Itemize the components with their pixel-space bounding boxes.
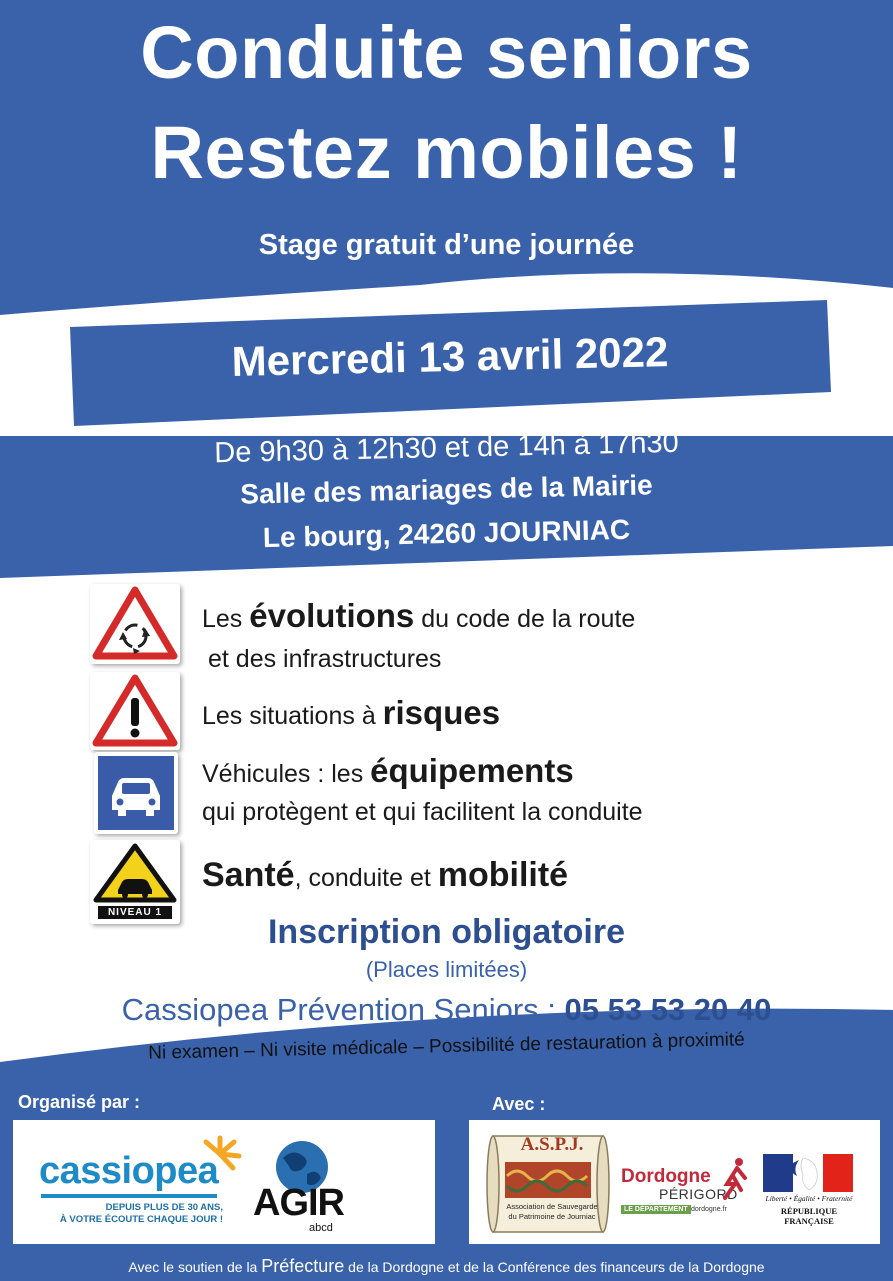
feature-text: du code de la route (414, 605, 636, 633)
page-title-line1: Conduite seniors (140, 11, 753, 94)
level1-sign-icon (90, 840, 180, 924)
cassiopea-underline (41, 1194, 217, 1198)
feature-keyword: risques (382, 694, 501, 731)
organisers-logo-box (13, 1120, 435, 1244)
feature-sante (202, 856, 568, 895)
footer-text: de la Dordogne et de la Conférence des financeurs de la Dordogne (344, 1259, 765, 1275)
dordogne-url: dordogne.fr (691, 1206, 727, 1213)
page-title-line2: Restez mobiles ! (150, 111, 743, 194)
departement-badge: LE DÉPARTEMENT (621, 1205, 691, 1214)
dordogne-logo-text: Dordogne (621, 1166, 711, 1187)
feature-evolutions (202, 597, 635, 635)
event-hours: De 9h30 à 12h30 et de 14h à 17h30 (213, 426, 679, 470)
agir-logo-text: AGIR (253, 1182, 344, 1224)
aspj-line1: Association de Sauvegarde (506, 1202, 598, 1211)
level1-sign-label: NIVEAU 1 (107, 907, 163, 918)
feature-equipements-line2: qui protègent et qui facilitent la conduite (202, 798, 643, 826)
organised-by-label: Organisé par : (18, 1092, 141, 1112)
cassiopea-tagline-2: À VOTRE ÉCOUTE CHAQUE JOUR ! (59, 1214, 223, 1225)
registration-title: Inscription obligatoire (267, 913, 626, 951)
with-label: Avec : (492, 1094, 546, 1114)
agir-subtext: abcd (309, 1222, 333, 1234)
footer-prefecture: Préfecture (261, 1256, 345, 1276)
aspj-logo-text: A.S.P.J. (520, 1134, 584, 1155)
places-limited: (Places limitées) (365, 957, 528, 982)
cassiopea-sun-icon (197, 1134, 243, 1180)
footer-support-text (0, 1256, 893, 1277)
contact-line (0, 992, 893, 1028)
feature-keyword: équipements (370, 752, 574, 789)
feature-keyword: Santé (202, 856, 295, 894)
feature-keyword: évolutions (249, 597, 415, 634)
phone-number[interactable]: 05 53 53 20 40 (564, 992, 772, 1027)
cassiopea-tagline-1: DEPUIS PLUS DE 30 ANS, (105, 1202, 223, 1213)
subtitle: Stage gratuit d’une journée (258, 229, 635, 261)
marianne-flag-icon (763, 1154, 853, 1192)
feature-risques (202, 694, 500, 732)
feature-evolutions-line2: et des infrastructures (208, 645, 442, 673)
partners-logo-box (469, 1120, 880, 1244)
feature-text: Les situations à (202, 702, 383, 730)
dordogne-figure-icon (719, 1156, 749, 1200)
footer-text: Avec le soutien de la (128, 1259, 262, 1275)
republique-motto: Liberté • Égalité • Fraternité (765, 1194, 853, 1203)
car-sign-icon (94, 752, 178, 834)
event-venue: Salle des mariages de la Mairie (239, 469, 654, 510)
republique-name: RÉPUBLIQUE FRANÇAISE (780, 1206, 838, 1226)
contact-label: Cassiopea Prévention Seniors : (121, 992, 565, 1027)
feature-equipements (202, 752, 574, 790)
event-date: Mercredi 13 avril 2022 (231, 328, 669, 385)
feature-text: , conduite et (294, 864, 438, 892)
feature-text: Les (202, 605, 250, 633)
notice-text: Ni examen – Ni visite médicale – Possibilité de restauration à proximité (147, 1029, 745, 1064)
event-address: Le bourg, 24260 JOURNIAC (262, 513, 631, 554)
danger-sign-icon (90, 672, 180, 750)
feature-text: Véhicules : les (202, 760, 371, 788)
feature-keyword: mobilité (437, 856, 569, 894)
roundabout-sign-icon (90, 584, 180, 664)
aspj-line2: du Patrimoine de Journiac (508, 1212, 596, 1221)
cassiopea-logo-text: cassiopea (39, 1150, 219, 1192)
perigord-logo-text: PÉRIGORD (659, 1186, 738, 1202)
